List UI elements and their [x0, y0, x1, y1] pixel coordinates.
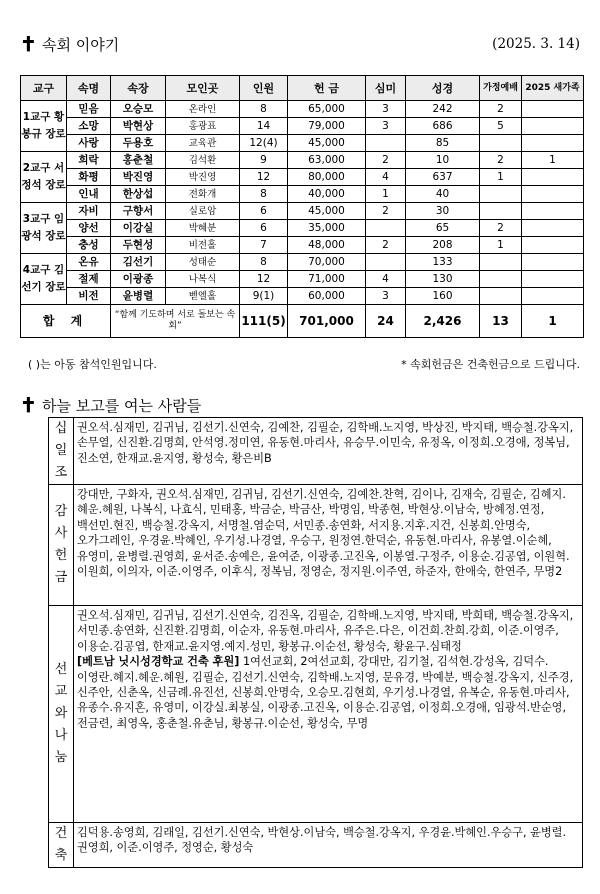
simmi-cell: 3	[366, 101, 406, 118]
money-cell: 63,000	[288, 152, 366, 169]
column-header: 속명	[67, 76, 111, 101]
table-row	[21, 118, 584, 135]
count-cell: 6	[240, 220, 288, 237]
table-row	[21, 152, 584, 169]
simmi-cell: 4	[366, 169, 406, 186]
simmi-cell: 4	[366, 271, 406, 288]
sok-cell: 절제	[67, 271, 111, 288]
bible-cell: 10	[406, 152, 480, 169]
donor-list	[74, 606, 583, 823]
simmi-cell	[366, 135, 406, 152]
leader-cell: 두용호	[111, 135, 166, 152]
bible-cell: 637	[406, 169, 480, 186]
money-cell: 35,000	[288, 220, 366, 237]
family-cell	[480, 186, 522, 203]
total-label: 합 계	[21, 305, 111, 338]
total-row	[21, 305, 584, 338]
family-cell	[480, 288, 522, 305]
bible-cell: 160	[406, 288, 480, 305]
table-row	[21, 288, 584, 305]
bible-cell: 208	[406, 237, 480, 254]
place-cell: 홍광표	[166, 118, 240, 135]
simmi-cell: 3	[366, 118, 406, 135]
category-cell	[49, 606, 74, 823]
column-header: 속장	[111, 76, 166, 101]
money-cell: 40,000	[288, 186, 366, 203]
bible-cell: 130	[406, 271, 480, 288]
place-cell: 나복식	[166, 271, 240, 288]
newfam-cell: 1	[522, 152, 584, 169]
donor-row-building	[49, 823, 583, 868]
bible-cell: 133	[406, 254, 480, 271]
table-row	[21, 220, 584, 237]
section-header-people	[20, 392, 580, 418]
table-row	[21, 271, 584, 288]
simmi-cell: 2	[366, 237, 406, 254]
mission-general-list: 권오석.심재민, 김귀님, 김선기.신연숙, 김진옥, 김필순, 김학배.노지영, 박지태, 박희태, 백승철.강옥지, 서민종.송연화, 신진환.김명희, 이순자, 유동현.마리사, 유주은.다은, 이건희.찬희.강희, 이준.이영주, 이용순.김공엽, 한재교.윤지영.예지.성민, 황봉규.이순선, 황성숙, 황윤구.심태정	[77, 609, 574, 653]
category-label: 십 일 조	[54, 421, 68, 480]
family-cell: 2	[480, 152, 522, 169]
total-motto: “함께 기도하며 서로 돌보는 속회”	[111, 305, 240, 338]
newfam-cell	[522, 135, 584, 152]
simmi-cell: 2	[366, 203, 406, 220]
sok-cell: 화평	[67, 169, 111, 186]
offering-note: * 속회헌금은 건축헌금으로 드립니다.	[401, 358, 580, 371]
column-header: 2025 새가족	[522, 76, 584, 101]
family-cell: 2	[480, 220, 522, 237]
simmi-cell	[366, 220, 406, 237]
bible-cell: 30	[406, 203, 480, 220]
place-cell: 전화개	[166, 186, 240, 203]
newfam-cell	[522, 254, 584, 271]
sok-cell: 충성	[67, 237, 111, 254]
mission-project-title: [베트남 닛시성경학교 건축 후원]	[77, 655, 240, 669]
simmi-cell: 1	[366, 186, 406, 203]
donors-table	[48, 417, 583, 868]
category-cell	[49, 418, 74, 485]
category-label: 감 사 헌 금	[54, 504, 68, 585]
column-header: 가정예배	[480, 76, 522, 101]
table-row	[21, 186, 584, 203]
report-date: (2025. 3. 14)	[492, 36, 580, 52]
money-cell: 45,000	[288, 135, 366, 152]
sok-cell: 소망	[67, 118, 111, 135]
newfam-cell	[522, 186, 584, 203]
sok-cell: 믿음	[67, 101, 111, 118]
family-cell	[480, 254, 522, 271]
count-cell: 8	[240, 101, 288, 118]
place-cell: 비전홀	[166, 237, 240, 254]
district-cell: 3교구 임광석 장로	[21, 203, 67, 254]
family-cell	[480, 271, 522, 288]
money-cell: 48,000	[288, 237, 366, 254]
count-cell: 12(4)	[240, 135, 288, 152]
count-cell: 6	[240, 203, 288, 220]
money-cell: 71,000	[288, 271, 366, 288]
money-cell: 65,000	[288, 101, 366, 118]
child-note: ( )는 아동 참석인원입니다.	[28, 358, 157, 371]
sok-cell: 인내	[67, 186, 111, 203]
total-money: 701,000	[288, 305, 366, 338]
money-cell: 70,000	[288, 254, 366, 271]
total-newfam: 1	[522, 305, 584, 338]
section-title: 하늘 보고를 여는 사람들	[42, 396, 202, 415]
bible-cell: 242	[406, 101, 480, 118]
table-row	[21, 101, 584, 118]
sok-cell: 온유	[67, 254, 111, 271]
family-cell	[480, 203, 522, 220]
section-header-sokhoe	[20, 31, 580, 57]
place-cell: 김석환	[166, 152, 240, 169]
leader-cell: 한상섭	[111, 186, 166, 203]
bible-cell: 65	[406, 220, 480, 237]
simmi-cell: 3	[366, 288, 406, 305]
newfam-cell	[522, 169, 584, 186]
leader-cell: 윤병렬	[111, 288, 166, 305]
table-row	[21, 254, 584, 271]
leader-cell: 박진영	[111, 169, 166, 186]
leader-cell: 박현상	[111, 118, 166, 135]
bible-cell: 686	[406, 118, 480, 135]
donor-list: 권오석.심재민, 김귀님, 김선기.신연숙, 김예찬, 김필순, 김학배.노지영, 박상진, 박지태, 백승철.강옥지, 손무열, 신진환.김명희, 안석영.정미연, 유동현.마리사, 유승무.이민숙, 유정옥, 이정희.오경애, 정복님, 진소연, 한재교.윤지영, 황성숙, 황은비B	[74, 418, 583, 485]
donor-list: 강대만, 구화자, 권오석.심재민, 김귀님, 김선기.신연숙, 김예찬.찬혁, 김이나, 김재숙, 김필순, 김혜지.혜운.혜원, 나복식, 나효식, 민태홍, 박금순, 박금산, 박명임, 박종현, 박현상.이남숙, 방혜정.연정, 백선민.현진, 백승철.강옥지, 서명철.염순덕, 서민종.송연화, 서지용.지후.지건, 신봉희.안명숙, 오가그레인, 우경윤.박혜인, 우기성.나경열, 우승구, 원정연.한덕순, 유동현.마리사, 유봉열.이순혜, 유영미, 윤병렬.권영희, 윤서준.송예은, 윤여준, 이광종.고진옥, 이봉열.구정주, 이용순.김공엽, 이원혁.이원희, 이의자, 이준.이영주, 이후식, 정복님, 정영순, 정지원.이주연, 하준자, 한애숙, 한연주, 무명2	[74, 485, 583, 606]
count-cell: 7	[240, 237, 288, 254]
total-family: 13	[480, 305, 522, 338]
donor-row-mission	[49, 606, 583, 823]
total-count: 111(5)	[240, 305, 288, 338]
district-cell: 2교구 서정석 장로	[21, 152, 67, 203]
place-cell: 박혜분	[166, 220, 240, 237]
donor-list: 김덕용.송영희, 김래일, 김선기.신연숙, 박현상.이남숙, 백승철.강옥지, 우경윤.박혜인.우승구, 윤병렬.권영희, 이준.이영주, 정영순, 황성숙	[74, 823, 583, 868]
count-cell: 9	[240, 152, 288, 169]
donor-row-tithe	[49, 418, 583, 485]
district-cell: 4교구 김선기 장로	[21, 254, 67, 305]
simmi-cell	[366, 254, 406, 271]
sok-cell: 사랑	[67, 135, 111, 152]
newfam-cell	[522, 237, 584, 254]
column-header: 심미	[366, 76, 406, 101]
table-row	[21, 169, 584, 186]
count-cell: 12	[240, 169, 288, 186]
sokhoe-table	[20, 75, 584, 338]
place-cell: 박진영	[166, 169, 240, 186]
table-header-row	[21, 76, 584, 101]
count-cell: 8	[240, 186, 288, 203]
place-cell: 실로암	[166, 203, 240, 220]
money-cell: 79,000	[288, 118, 366, 135]
cross-icon: ✝	[20, 32, 37, 56]
sok-cell: 비전	[67, 288, 111, 305]
newfam-cell	[522, 220, 584, 237]
column-header: 교구	[21, 76, 67, 101]
category-label: 선교 와 나눔	[54, 662, 68, 765]
place-cell: 성태순	[166, 254, 240, 271]
category-cell	[49, 485, 74, 606]
newfam-cell	[522, 271, 584, 288]
count-cell: 12	[240, 271, 288, 288]
column-header: 모인곳	[166, 76, 240, 101]
cross-icon: ✝	[20, 393, 37, 417]
table-row	[21, 135, 584, 152]
category-cell	[49, 823, 74, 868]
table-row	[21, 237, 584, 254]
money-cell: 45,000	[288, 203, 366, 220]
leader-cell: 김선기	[111, 254, 166, 271]
leader-cell: 두현성	[111, 237, 166, 254]
sok-cell: 양선	[67, 220, 111, 237]
family-cell: 1	[480, 169, 522, 186]
count-cell: 14	[240, 118, 288, 135]
family-cell: 5	[480, 118, 522, 135]
money-cell: 80,000	[288, 169, 366, 186]
family-cell	[480, 135, 522, 152]
column-header: 헌 금	[288, 76, 366, 101]
leader-cell: 구향서	[111, 203, 166, 220]
sok-cell: 희락	[67, 152, 111, 169]
money-cell: 60,000	[288, 288, 366, 305]
count-cell: 8	[240, 254, 288, 271]
category-label: 건축	[54, 826, 68, 863]
section-title: 속회 이야기	[42, 35, 120, 54]
column-header: 성경	[406, 76, 480, 101]
family-cell: 1	[480, 237, 522, 254]
place-cell: 벧엘홀	[166, 288, 240, 305]
bible-cell: 40	[406, 186, 480, 203]
simmi-cell: 2	[366, 152, 406, 169]
leader-cell: 오승모	[111, 101, 166, 118]
leader-cell: 이광종	[111, 271, 166, 288]
column-header: 인원	[240, 76, 288, 101]
bible-cell: 85	[406, 135, 480, 152]
newfam-cell	[522, 118, 584, 135]
leader-cell: 이강실	[111, 220, 166, 237]
donor-row-thanks	[49, 485, 583, 606]
total-bible: 2,426	[406, 305, 480, 338]
newfam-cell	[522, 101, 584, 118]
sok-cell: 자비	[67, 203, 111, 220]
newfam-cell	[522, 203, 584, 220]
newfam-cell	[522, 288, 584, 305]
table-row	[21, 203, 584, 220]
place-cell: 온라인	[166, 101, 240, 118]
family-cell: 2	[480, 101, 522, 118]
table-notes	[28, 356, 580, 372]
total-simmi: 24	[366, 305, 406, 338]
count-cell: 9(1)	[240, 288, 288, 305]
place-cell: 교육관	[166, 135, 240, 152]
mission-project-list: 1여선교회, 2여선교회, 강대만, 김기철, 김석현.강성옥, 김덕수.이영란.혜지.혜운.혜원, 김필순, 김선기.신연숙, 김학배.노지영, 문유경, 박예분, 백승철.강옥지, 신주경, 신주안, 신춘옥, 신금례.유진선, 신봉희.안명숙, 오승모.김현희, 우기성.나경열, 유복순, 유동현.마리사, 유종수.유지혼, 유영미, 이강실.최봉실, 이광종.고진옥, 이용순.김공엽, 이정희.오경애, 임광석.반순영, 전금련, 최영옥, 홍춘철.유춘님, 황봉규.이순선, 황성숙, 무명	[77, 655, 574, 730]
district-cell: 1교구 황봉규 장로	[21, 101, 67, 152]
leader-cell: 홍춘철	[111, 152, 166, 169]
